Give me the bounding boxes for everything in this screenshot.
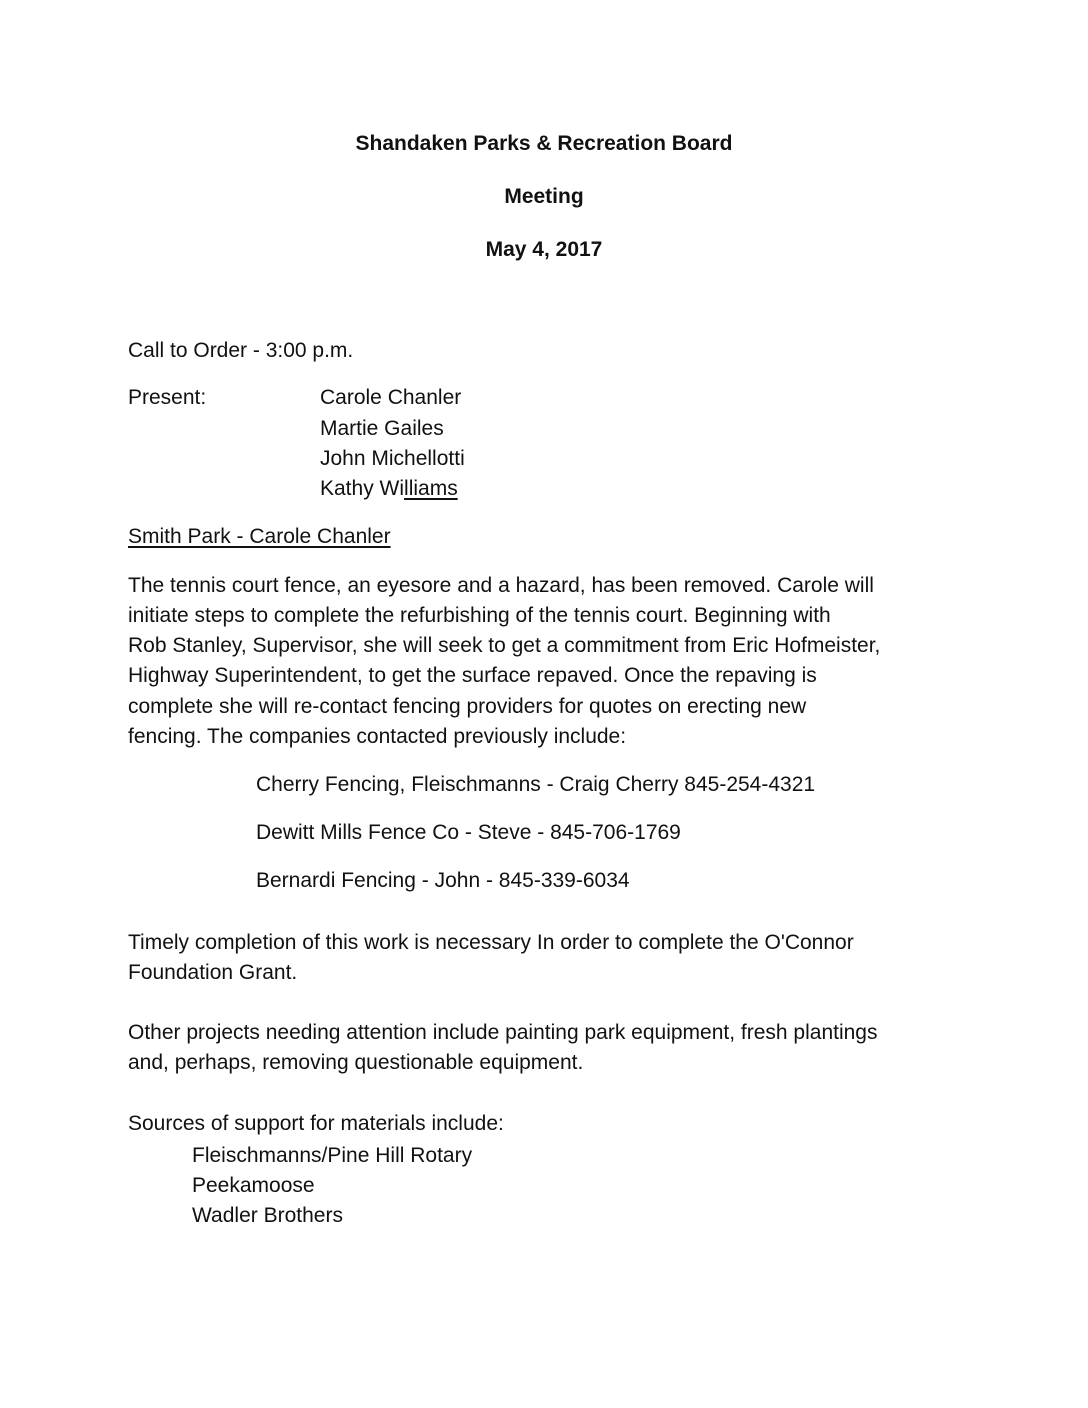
section-heading: Smith Park - Carole Chanler bbox=[128, 525, 391, 548]
support-source: Peekamoose bbox=[192, 1174, 315, 1197]
paragraph-line: Rob Stanley, Supervisor, she will seek to get a commitment from Eric Hofmeister, bbox=[128, 634, 881, 657]
present-member-name-part: Kathy Wi bbox=[320, 477, 405, 500]
document-title: Shandaken Parks & Recreation Board bbox=[355, 132, 733, 155]
paragraph-line: fencing. The companies contacted previously include: bbox=[128, 725, 627, 748]
paragraph-line: and, perhaps, removing questionable equipment. bbox=[128, 1051, 584, 1074]
paragraph-line: Foundation Grant. bbox=[128, 961, 298, 984]
company-contact: Cherry Fencing, Fleischmanns - Craig Cherry 845-254-4321 bbox=[256, 773, 816, 796]
company-contact: Bernardi Fencing - John - 845-339-6034 bbox=[256, 869, 630, 892]
document-subtitle: Meeting bbox=[504, 185, 584, 208]
support-intro: Sources of support for materials include: bbox=[128, 1112, 504, 1135]
call-to-order: Call to Order - 3:00 p.m. bbox=[128, 339, 354, 362]
paragraph-line: complete she will re-contact fencing providers for quotes on erecting new bbox=[128, 695, 807, 718]
paragraph-line: The tennis court fence, an eyesore and a hazard, has been removed. Carole will bbox=[128, 574, 874, 597]
support-source: Fleischmanns/Pine Hill Rotary bbox=[192, 1144, 473, 1167]
present-member: John Michellotti bbox=[320, 447, 465, 470]
present-member-name-underlined: lliams bbox=[404, 477, 458, 500]
paragraph-line: initiate steps to complete the refurbishing of the tennis court. Beginning with bbox=[128, 604, 831, 627]
present-label: Present: bbox=[128, 386, 207, 409]
present-member: Martie Gailes bbox=[320, 417, 444, 440]
present-member bbox=[320, 474, 458, 504]
paragraph-line: Highway Superintendent, to get the surface repaved. Once the repaving is bbox=[128, 664, 817, 687]
paragraph-line: Timely completion of this work is necessary In order to complete the O'Connor bbox=[128, 931, 854, 954]
paragraph-line: Other projects needing attention include painting park equipment, fresh plantings bbox=[128, 1021, 878, 1044]
company-contact: Dewitt Mills Fence Co - Steve - 845-706-1769 bbox=[256, 821, 681, 844]
present-member: Carole Chanler bbox=[320, 386, 462, 409]
meeting-date: May 4, 2017 bbox=[485, 238, 603, 261]
support-source: Wadler Brothers bbox=[192, 1204, 343, 1227]
